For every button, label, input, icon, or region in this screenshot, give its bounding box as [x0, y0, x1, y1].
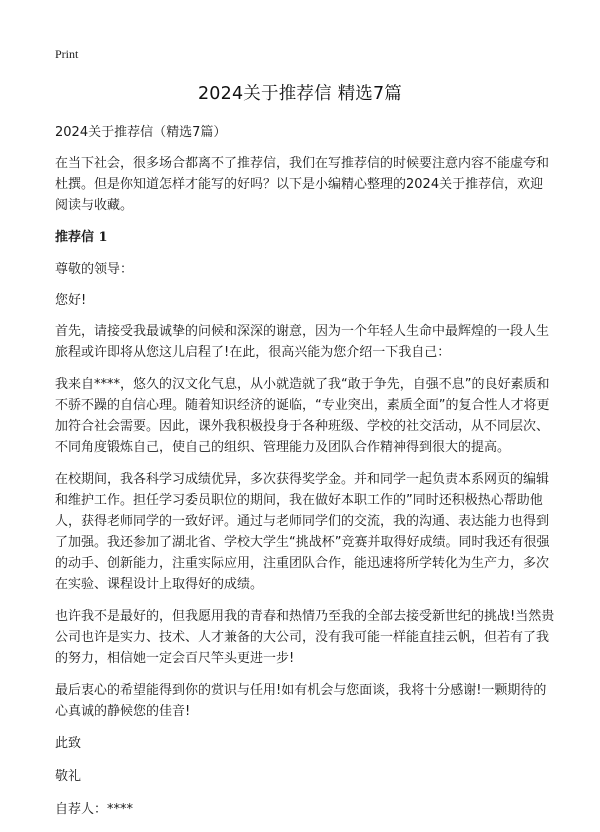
print-label[interactable]: Print: [55, 47, 79, 61]
body-paragraph: 首先，请接受我最诚挚的问候和深深的谢意，因为一个年轻人生命中最辉煌的一段人生旅程或许即将从您这儿启程了!在此，很高兴能为您介绍一下我自己：: [55, 324, 550, 360]
intro-paragraph: 在当下社会，很多场合都离不了推荐信，我们在写推荐信的时候要注意内容不能虚夸和杜撰。但是你知道怎样才能写的好吗？以下是小编精心整理的2024关于推荐信，欢迎阅读与收藏。: [55, 156, 550, 213]
document-subtitle: 2024关于推荐信（精选7篇）: [55, 125, 227, 140]
salutation: 尊敬的领导：: [55, 262, 134, 277]
greeting: 您好!: [55, 293, 87, 308]
body-paragraph: 最后衷心的希望能得到你的赏识与任用!如有机会与您面谈，我将十分感谢!一颗期待的心真诚的静候您的佳音!: [55, 683, 547, 719]
body-paragraph: 也许我不是最好的，但我愿用我的青春和热情乃至我的全部去接受新世纪的挑战!当然贵公司也许是实力、技术、人才兼备的大公司，没有我可能一样能直挂云帆，但若有了我的努力，相信她一定会百尺竿头更进一步!: [55, 609, 555, 666]
section-heading: 推荐信 1: [55, 230, 108, 245]
closing: 此致: [55, 736, 82, 751]
signature: 自荐人：****: [55, 802, 134, 817]
document-body: [55, 122, 555, 832]
regards: 敬礼: [55, 769, 82, 784]
body-paragraph: 我来自****，悠久的汉文化气息，从小就造就了我“敢于争先，自强不息”的良好素质和不骄不躁的自信心理。随着知识经济的诞临，“专业突出，素质全面”的复合性人才将更加符合社会需要。因此，课外我积极投身于各种班级、学校的社交活动，从不同层次、不同角度锻炼自己，使自己的组织、管理能力及团队合作精神得到很大的提高。: [55, 377, 550, 455]
body-paragraph: 在校期间，我各科学习成绩优异，多次获得奖学金。并和同学一起负责本系网页的编辑和维护工作。担任学习委员职位的期间，我在做好本职工作的”同时还积极热心帮助他人，获得老师同学的一致好评。通过与老师同学们的交流，我的沟通、表达能力也得到了加强。我还参加了湖北省、学校大学生“挑战杯”竞赛并取得好成绩。同时我还有很强的动手、创新能力，注重实际应用，注重团队合作，能迅速将所学转化为生产力，多次在实验、课程设计上取得好的成绩。: [55, 472, 550, 592]
document-title: 2024关于推荐信 精选7篇: [197, 84, 403, 104]
